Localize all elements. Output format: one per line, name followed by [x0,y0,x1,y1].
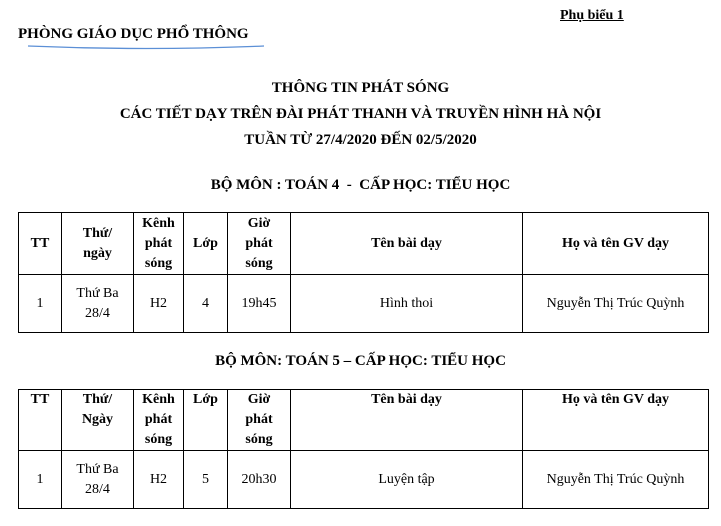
cell-channel: H2 [134,451,184,509]
subject-heading-math5: BỘ MÔN: TOÁN 5 – CẤP HỌC: TIỂU HỌC [215,353,506,369]
subject-heading-math4: BỘ MÔN : TOÁN 4 - CẤP HỌC: TIỂU HỌC [210,177,511,193]
appendix-label: Phụ biểu 1 [560,8,624,23]
col-header-grade: Lớp [184,213,228,275]
col-header-grade: Lớp [184,390,228,451]
cell-grade: 4 [184,275,228,333]
table-header-row [19,213,709,275]
table-row [19,275,709,333]
cell-tt: 1 [19,275,62,333]
col-header-teacher: Họ và tên GV dạy [523,213,709,275]
cell-teacher: Nguyễn Thị Trúc Quỳnh [523,451,709,509]
col-header-channel: Kênh phát sóng [134,390,184,451]
col-header-tt: TT [19,213,62,275]
cell-channel: H2 [134,275,184,333]
col-header-lesson: Tên bài dạy [291,390,523,451]
handwritten-underline [26,43,266,51]
col-header-day: Thứ/ Ngày [62,390,134,451]
col-header-tt: TT [19,390,62,451]
cell-time: 20h30 [228,451,291,509]
schedule-table-math4 [18,212,709,333]
department-name: PHÒNG GIÁO DỤC PHỔ THÔNG [18,26,249,42]
col-header-channel: Kênh phát sóng [134,213,184,275]
col-header-time: Giờ phát sóng [228,213,291,275]
cell-tt: 1 [19,451,62,509]
col-header-lesson: Tên bài dạy [291,213,523,275]
title-line-1: THÔNG TIN PHÁT SÓNG [271,80,450,96]
col-header-teacher: Họ và tên GV dạy [523,390,709,451]
col-header-day: Thứ/ ngày [62,213,134,275]
cell-lesson: Hình thoi [291,275,523,333]
cell-day: Thứ Ba 28/4 [62,275,134,333]
schedule-table-math5 [18,389,709,509]
cell-teacher: Nguyễn Thị Trúc Quỳnh [523,275,709,333]
col-header-time: Giờ phát sóng [228,390,291,451]
table-header-row [19,390,709,451]
cell-lesson: Luyện tập [291,451,523,509]
title-line-3: TUẦN TỪ 27/4/2020 ĐẾN 02/5/2020 [244,132,477,148]
title-line-2: CÁC TIẾT DẠY TRÊN ĐÀI PHÁT THANH VÀ TRUYỀN HÌNH HÀ NỘI [119,106,602,122]
cell-grade: 5 [184,451,228,509]
cell-time: 19h45 [228,275,291,333]
table-row [19,451,709,509]
cell-day: Thứ Ba 28/4 [62,451,134,509]
